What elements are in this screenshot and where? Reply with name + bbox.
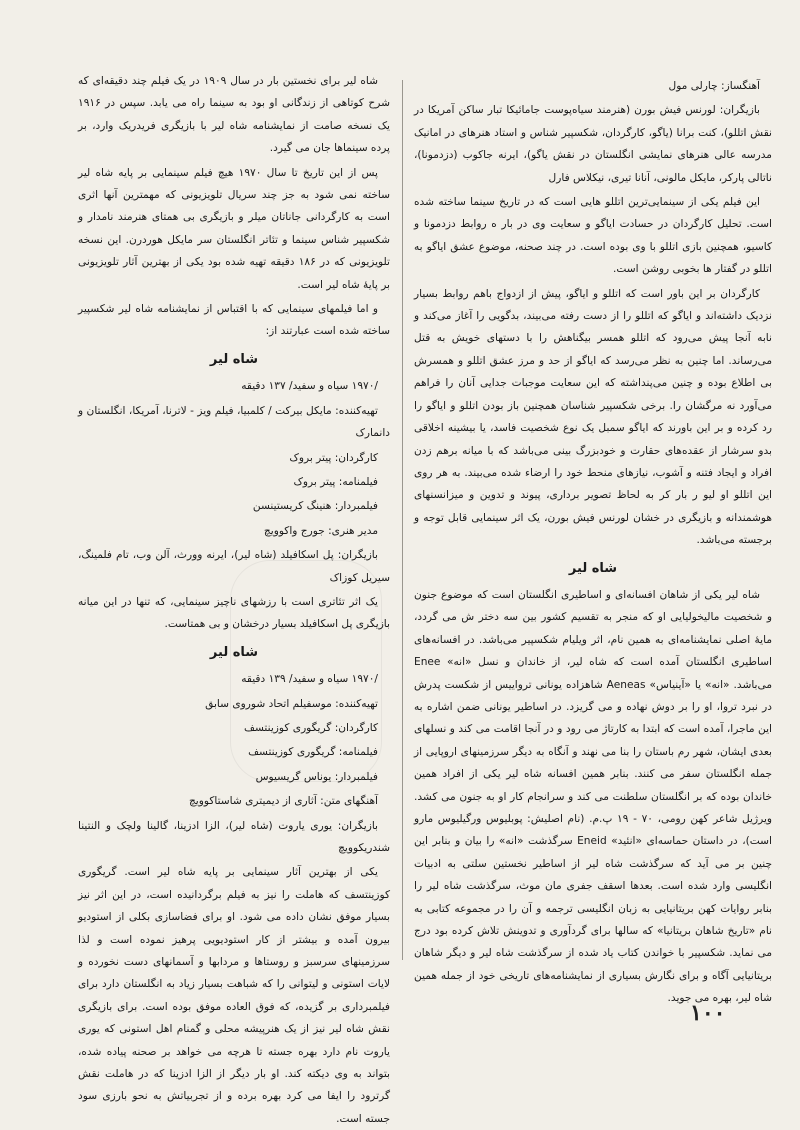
credit-line: آهنگهای متن: آثاری از دیمیتری شاستاکوویچ — [188, 795, 378, 808]
credit-line: بازیگران: لورنس فیش بورن (هنرمند سیاه‌پوست جامائیکا تبار ساکن آمریکا در نقش اتللو)، کنت برانا (یاگو، کارگردان، شکسپیر شناس و استاد هنرهای در امانیک مدرسه عالی هنرهای نمایشی انگلستان در نقش یاگو)، ایرنه جاکوب (دزدمونا)، ناتالی پارکر، مایکل مالونی، آنانا تیری، نیکلاس فارل — [414, 104, 772, 184]
column-divider — [402, 80, 403, 960]
credit-line: فیلمنامه: پیتر بروک — [293, 475, 378, 488]
section-heading: شاه لیر — [568, 560, 618, 576]
credit-line: مدیر هنری: جورج واکوویچ — [263, 524, 378, 537]
credit-line: تهیه‌کننده: موسفیلم اتحاد شوروی سابق — [205, 697, 378, 710]
credit-line: بازیگران: یوری یاروت (شاه لیر)، الزا ادزینا، گالینا ولچک و النتینا شندریکوویچ — [78, 819, 390, 854]
section-heading: شاه لیر — [209, 351, 259, 367]
body-paragraph: پس از این تاریخ تا سال ۱۹۷۰ هیچ فیلم سینمایی بر پایه شاه لیر ساخته نمی شود به جز چند سریال تلویزیونی که مهمترین آنها اثری است به کارگردانی جاناتان میلر و بازیگری بی همتای هنرمند نامدار و شکسپیر شناس سینما و تئاتر انگلستان سر مایکل هوردرن. این نسخه تلویزیونی که در ۱۸۶ دقیقه تهیه شده بود یکی از بهترین آثار تلویزیونی بر پایهٔ شاه لیر است. — [78, 166, 390, 291]
credit-line: فیلمبردار: یوناس گریسیوس — [255, 770, 378, 783]
left-column — [78, 70, 390, 1125]
credit-line: آهنگساز: چارلی مول — [668, 80, 760, 92]
body-paragraph: یک اثر تئاتری است با رزشهای ناچیز سینمایی، که تنها در این میانه بازیگری پل اسکافیلد بسیار درخشان و بی همتاست. — [78, 595, 390, 631]
credit-line: تهیه‌کننده: مایکل بیرکت / کلمبیا، فیلم ویز - لاترنا، آمریکا، انگلستان و دانمارک — [78, 404, 390, 440]
section-heading: شاه لیر — [209, 644, 259, 660]
body-paragraph: کارگردان بر این باور است که اتللو و ایاگو، پیش از ازدواج باهم روابط بسیار نزدیک داشته‌اند و ایاگو که اتللو را از دست رفته می‌بیند، بدگویی را آغاز می‌کند و نابه آنجا پیش می‌رود که اتللو همسر بیگناهش را با دستهای خویش به قتل می‌رساند. اما چنین به نظر می‌رسد که ایاگو از حد و مرز عشق اتللو و همسرش بی اطلاع بوده و چنین می‌پنداشته که این سعایت موجبات جدایی آنان را فراهم می‌آورد نه مرگشان را. برخی شکسپیر شناسان همچنین باز بودن اتللو و ایاگو را رد کرده و بر این باورند که ایاگو سمبل یک نوع شخصیت فاسد، یا بیشینه اخلاقی بدو سرشار از عقده‌های حقارت و خودبزرگ بینی می‌باشد که با میانه برهم زدن افراد و ایجاد فتنه و آشوب، نیازهای منحط خود را ارضاء شده می‌بیند. به هر روی این اتللو او لیو ر بار کر به لحاظ تصویر برداری، پیوند و تدوین و میزانسنهای هوشمندانه و بازیگری در خشان لورنس فیش بورن، یک اثر سینمایی قابل توجه و برجسته می‌باشد. — [414, 287, 772, 547]
body-paragraph: شاه لیر برای نخستین بار در سال ۱۹۰۹ در یک فیلم چند دقیقه‌ای که شرح کوتاهی از زندگانی او بود به سینما راه می یابد. سپس در ۱۹۱۶ یک نسخه صامت از نمایشنامه شاه لیر با بازیگری فریدریک وارد، بر پرده سینماها جان می گیرد. — [78, 75, 390, 155]
body-paragraph: یکی از بهترین آثار سینمایی بر پایه شاه لیر است. گریگوری کوزینتسف که هاملت را نیز به فیلم برگردانیده است، در این اثر نیز بسیار موفق نشان داده می شود. او برای فضاسازی بکلی از استودیو بیرون آمده و بیشتر از کار استودیویی پرهیز نموده است و لذا سرزمینهای سرسبز و روستاها و مردابها و آسمانهای دست نخورده و لایات استونی و لیتوانی را که شباهت بسیار زیاد به انگلستان دارد برای فیلمبرداری بر گزیده، که فوق العاده موفق بوده است. برای بازیگری نقش شاه لیر نیز از یک هنرپیشه محلی و گمنام اهل استونی که یوری یاروت نام دارد بهره جسته تا هرچه می خواهد بر صحنه پیاده شده، بتواند به وی دیکته کند. او بار دیگر از الزا ادزینا که در هاملت نقش گرترود را ایفا می کرد بهره برده و از تجربیاتش به نحو بارزی سود جسته است. — [78, 866, 390, 1125]
credit-line: فیلمبردار: هنینگ کریستینسن — [252, 500, 378, 513]
body-paragraph: شاه لیر یکی از شاهان افسانه‌ای و اساطیری انگلستان است که موضوع جنون و شخصیت مالیخولیایی او که منجر به تقسیم کشور بین سه دختر ش می گردد، مایهٔ اصلی نمایشنامه‌ای به همین نام، اثر ویلیام شکسپیر می‌باشد. در افسانه‌های اساطیری انگلستان آمده است که شاه لیر، از خاندان و نسل «انه» Enee می‌باشد. «انه» یا «آینیاس» Aeneas شاهزاده یونانی ترواییس از شکست پدرش در نبرد تروا، او را بر دوش نهاده و می گریزد. در اساطیر یونانی ضمن اشاره به این ماجرا، آمده است که ابتدا به کارتاژ می رود و در آنجا اقامت می کند و نسلهای بعدی ایشان، شهر رم باستان را بنا می نهند و آنگاه به دیگر سرزمینهای اروپایی از جمله انگلستان سفر می کنند. بنابر همین افسانه شاه لیر یکی از افراد همین خاندان بوده که بر انگلستان سلطنت می کند و سرانجام کار او به جنون می کشد. ویرژیل شاعر کهن رومی، ۷۰ - ۱۹ پ.م. (نام اصلیش: پوبلیوس ورگیلیوس مارو است)، در داستان حماسه‌ای «انئید» Eneid سرگذشت «انه» را بیان و بنابر این چنین بر می آید که سرگذشت شاه لیر از اساطیر نخستین سلتی به ادبیات انگلیسی وارد شده است. بعدها اسقف جفری مان موث، سرگذشت شاه لیر را بنابر روایات کهن بریتانیایی به زبان انگلیسی ترجمه و آن را در مجموعه کتابی به نام «تاریخ شاهان بریتانیا» که سالها برای گردآوری و تدوینش تلاش کرده بود درج می نماید. شکسپیر با خواندن کتاب یاد شده از سرگذشت شاه لیر و دیگر شاهان بریتانیایی آگاه و برای نگارش بسیاری از نمایشنامه‌های تاریخی خود از جمله همین شاه لیر، بهره می جوید. — [414, 588, 773, 1005]
credit-line: کارگردان: پیتر بروک — [289, 451, 378, 464]
credit-line: بازیگران: پل اسکافیلد (شاه لیر)، ایرنه وورث، آلن وب، تام فلمینگ، سیریل کوزاک — [78, 549, 390, 584]
page-number: ۱۰۰ — [690, 1000, 726, 1026]
right-column — [414, 75, 773, 1005]
body-paragraph: این فیلم یکی از سینمایی‌ترین اتللو هایی است که در تاریخ سینما ساخته شده است. تحلیل کارگردان در حسادت ایاگو و سعایت وی در بار ه روابط دزدمونا و کاسیو، همچنین بازی اتللو با وی بوده است. در چند صحنه، موضوع عشق ایاگو به اتللو در گفتار ها بخوبی روشن است. — [414, 196, 772, 276]
credit-line: /۱۹۷۰ سیاه و سفید/ ۱۳۹ دقیقه — [241, 673, 378, 686]
body-paragraph: و اما فیلمهای سینمایی که با اقتباس از نمایشنامه شاه لیر شکسپیر ساخته شده است عبارتند از: — [78, 303, 390, 338]
credit-line: فیلمنامه: گریگوری کوزینتسف — [248, 746, 378, 759]
credit-line: /۱۹۷۰ سیاه و سفید/ ۱۳۷ دقیقه — [241, 380, 378, 393]
credit-line: کارگردان: گریگوری کوزینتسف — [244, 721, 378, 734]
